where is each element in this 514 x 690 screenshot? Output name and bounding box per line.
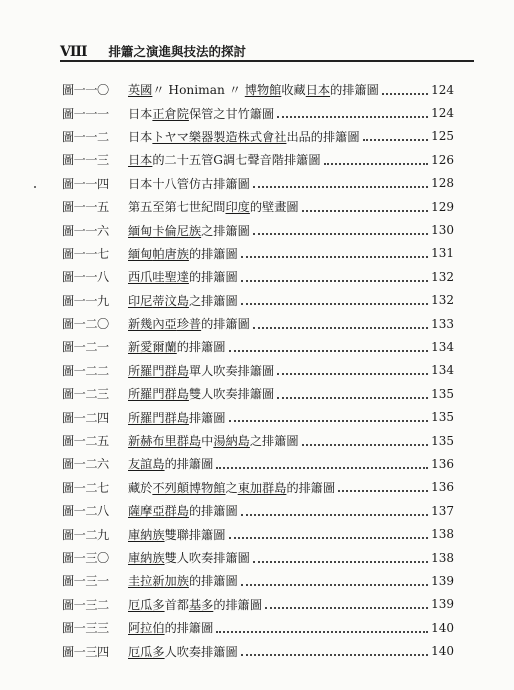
figure-number: 圖一二六 (62, 457, 109, 472)
figure-title (128, 362, 274, 379)
proper-noun-underlined: 所羅門群島 (128, 387, 189, 402)
proper-noun-underlined: 印度 (225, 200, 250, 215)
dot-leader (253, 233, 428, 235)
figure-number: 圖一一四 (62, 176, 109, 191)
figure-list (62, 78, 454, 663)
dot-leader (241, 514, 428, 516)
figure-number: 圖一三四 (62, 644, 109, 659)
figure-number: 圖一一六 (62, 223, 109, 238)
figure-entry (62, 546, 454, 569)
proper-noun-underlined: 不列顛博物館 (152, 480, 226, 495)
figure-title (128, 105, 274, 122)
page-number: VIII (60, 44, 87, 60)
figure-number: 圖一二五 (62, 434, 109, 449)
dot-leader (324, 163, 429, 165)
dot-leader (216, 467, 428, 469)
figure-entry (62, 639, 454, 662)
title-text: 日本 (128, 176, 153, 191)
title-text: 的排簫圖 (201, 317, 250, 332)
title-text: 第五至第七世紀間 (128, 200, 226, 215)
title-text: 的二十五管G調七聲音階排簫圖 (152, 153, 321, 168)
dot-leader (253, 561, 428, 563)
figure-entry (62, 172, 454, 195)
proper-noun-underlined: 友誼島 (128, 457, 165, 472)
title-text: 人吹奏排簫圖 (164, 644, 238, 659)
figure-entry (62, 242, 454, 265)
figure-number: 圖一三一 (62, 574, 109, 589)
page-ref: 133 (431, 316, 454, 331)
page-ref: 139 (431, 597, 454, 612)
page-ref: 134 (431, 339, 454, 354)
figure-title (128, 315, 250, 332)
title-text: 的排簫圖 (188, 574, 238, 589)
title-text: 之排簫圖 (188, 293, 238, 308)
figure-title (128, 643, 238, 660)
figure-title (128, 572, 238, 589)
figure-entry (62, 476, 454, 499)
page-ref: 140 (431, 620, 454, 635)
page-ref: 135 (431, 410, 454, 425)
figure-entry (62, 429, 454, 452)
proper-noun-underlined: 所羅門群島 (128, 410, 189, 425)
page-ref: 124 (431, 82, 454, 97)
page-ref: 126 (431, 152, 454, 167)
page-ref: 140 (431, 644, 454, 659)
page-ref: 137 (431, 503, 454, 518)
proper-noun-underlined: 日本 (128, 153, 153, 168)
title-text: 雙聯排簫圖 (164, 527, 226, 542)
figure-number: 圖一二四 (62, 410, 109, 425)
figure-entry (62, 569, 454, 592)
title-text: 日本 (128, 106, 153, 121)
proper-noun-underlined: 新愛爾蘭 (128, 340, 177, 355)
page-ref: 129 (431, 199, 454, 214)
figure-number: 圖一二二 (62, 363, 109, 378)
page-ref: 135 (431, 386, 454, 401)
figure-title (128, 128, 360, 145)
figure-entry (62, 616, 454, 639)
dot-leader (253, 186, 428, 188)
figure-title (128, 151, 321, 168)
figure-title (128, 526, 226, 543)
dot-leader (253, 327, 428, 329)
title-text: 的排簫圖 (330, 83, 379, 98)
proper-noun-underlined: 卡倫尼族 (152, 223, 202, 238)
figure-entry (62, 312, 454, 335)
figure-entry (62, 125, 454, 148)
figure-number: 圖一二一 (62, 340, 109, 355)
proper-noun-underlined: トヤマ樂器製造株式會社 (152, 129, 287, 144)
figure-number: 圖一三〇 (62, 551, 109, 565)
proper-noun-underlined: 西爪哇 (128, 270, 165, 285)
scan-speck (34, 186, 36, 188)
dot-leader (241, 256, 428, 258)
page-ref: 131 (431, 246, 454, 261)
title-text: 的排簫圖 (164, 457, 214, 472)
title-text: 單人吹奏排簫圖 (188, 363, 275, 378)
figure-entry (62, 218, 454, 241)
dot-leader (216, 631, 428, 633)
proper-noun-underlined: 基多 (188, 597, 214, 612)
figure-title (128, 385, 274, 402)
figure-title (128, 338, 226, 355)
figure-title (128, 292, 238, 309)
page-ref: 134 (431, 363, 454, 378)
proper-noun-underlined: 厄瓜多 (128, 644, 165, 659)
figure-title (128, 409, 226, 426)
figure-number: 圖一一三 (62, 153, 109, 168)
dot-leader (302, 444, 428, 446)
figure-number: 圖一三二 (62, 597, 109, 612)
proper-noun-underlined: 庫納族 (128, 551, 165, 565)
figure-entry (62, 195, 454, 218)
dot-leader (265, 607, 428, 609)
proper-noun-underlined: 湯納島 (213, 434, 250, 449)
figure-title (128, 549, 250, 566)
dot-leader (229, 350, 429, 352)
proper-noun-underlined: 阿拉伯 (128, 621, 165, 636)
title-text: 的排簫圖 (164, 621, 214, 636)
figure-number: 圖一二七 (62, 480, 109, 495)
figure-entry (62, 382, 454, 405)
figure-number: 圖一一七 (62, 246, 109, 261)
title-text: 保管之甘竹簫圖 (188, 106, 275, 121)
title-text: 雙人吹奏排簫圖 (188, 387, 275, 402)
figure-number: 圖一一九 (62, 293, 109, 308)
dot-leader (241, 280, 428, 282)
figure-title (128, 245, 238, 262)
figure-title (128, 479, 335, 496)
figure-entry (62, 335, 454, 358)
figure-number: 圖一一五 (62, 200, 109, 215)
figure-title (128, 619, 213, 636)
title-text: 的排簫圖 (176, 340, 226, 355)
figure-number: 圖一二〇 (62, 317, 109, 332)
figure-title (128, 175, 250, 192)
dot-leader (241, 654, 428, 656)
page-ref: 132 (431, 293, 454, 308)
dot-leader (338, 490, 428, 492)
proper-noun-underlined: 緬甸 (128, 246, 153, 261)
figure-title (128, 455, 213, 472)
page-ref: 139 (431, 573, 454, 588)
figure-entry (62, 522, 454, 545)
dot-leader (229, 537, 429, 539)
proper-noun-underlined: 所羅門群島 (128, 363, 189, 378)
proper-noun-underlined: 緬甸 (128, 223, 153, 238)
title-text: 出品的排簫圖 (286, 129, 360, 144)
page-ref: 132 (431, 269, 454, 284)
proper-noun-underlined: 厄瓜多 (128, 597, 165, 612)
title-text: 雙人吹奏排簫圖 (164, 551, 250, 565)
figure-number: 圖一一八 (62, 270, 109, 285)
dot-leader (277, 373, 428, 375)
title-text: 排簫圖 (188, 410, 226, 425)
title-text: 十八管仿古排簫圖 (152, 176, 250, 191)
dot-leader (277, 397, 428, 399)
figure-entry (62, 452, 454, 475)
figure-number: 圖一一二 (62, 129, 109, 144)
title-text: 之排簫圖 (249, 434, 299, 449)
figure-title (128, 81, 379, 98)
title-text: 的排簫圖 (213, 597, 263, 612)
dot-leader (382, 93, 428, 95)
page-ref: 138 (431, 550, 454, 565)
proper-noun-underlined: 庫納族 (128, 527, 165, 542)
dot-leader (277, 116, 428, 118)
proper-noun-underlined: 新赫布里群島 (128, 434, 202, 449)
proper-noun-underlined: 日本 (305, 83, 331, 98)
title-text: 之排簫圖 (201, 223, 250, 238)
page-ref: 124 (431, 106, 454, 121)
figure-number: 圖一一〇 (62, 83, 109, 98)
title-text: 的排簫圖 (188, 246, 238, 261)
figure-entry (62, 359, 454, 382)
figure-title (128, 432, 299, 449)
figure-title (128, 268, 238, 285)
proper-noun-underlined: 正倉院 (152, 106, 189, 121)
figure-number: 圖一二三 (62, 387, 109, 402)
title-text: 之 (225, 480, 238, 495)
figure-number: 圖一二八 (62, 504, 109, 519)
figure-title (128, 222, 250, 239)
figure-entry (62, 499, 454, 522)
proper-noun-underlined: 帕唐族 (152, 246, 189, 261)
title-text: 的排簫圖 (188, 504, 238, 519)
page-ref: 130 (431, 223, 454, 238)
running-title: 排簫之演進與技法的探討 (108, 44, 247, 59)
title-text: 藏於 (128, 480, 153, 495)
proper-noun-underlined: 圭拉新加族 (128, 574, 189, 589)
title-text: 收藏 (281, 83, 306, 98)
figure-number: 圖一一一 (62, 106, 109, 121)
figure-entry (62, 265, 454, 288)
title-text: 的排簫圖 (188, 270, 238, 285)
figure-title (128, 502, 238, 519)
figure-entry (62, 78, 454, 101)
figure-entry (62, 148, 454, 171)
page-ref: 125 (431, 129, 454, 144)
dot-leader (363, 139, 429, 141)
proper-noun-underlined: 聖達 (164, 270, 189, 285)
figure-title (128, 198, 299, 215)
figure-entry (62, 289, 454, 312)
proper-noun-underlined: 英國 (128, 83, 153, 98)
proper-noun-underlined: 印尼 (128, 293, 153, 308)
proper-noun-underlined: 博物館 (244, 83, 282, 98)
figure-number: 圖一二九 (62, 527, 109, 542)
proper-noun-underlined: 蒂汶島 (152, 293, 189, 308)
page-ref: 136 (431, 456, 454, 471)
figure-entry (62, 101, 454, 124)
title-text: 中 (201, 434, 214, 449)
proper-noun-underlined: 東加群島 (237, 480, 287, 495)
figure-entry (62, 405, 454, 428)
title-text: 的壁畫圖 (249, 200, 299, 215)
dot-leader (241, 584, 428, 586)
proper-noun-underlined: 薩摩亞群島 (128, 504, 189, 519)
page-header (60, 38, 474, 62)
page-ref: 128 (431, 176, 454, 191)
dot-leader (241, 303, 428, 305)
title-text: 日本 (128, 129, 153, 144)
page-ref: 136 (431, 480, 454, 495)
page-ref: 138 (431, 527, 454, 542)
proper-noun-underlined: 珍普 (176, 317, 202, 332)
proper-noun-underlined: 新幾內亞 (128, 317, 177, 332)
title-text: 的排簫圖 (286, 480, 336, 495)
page-ref: 135 (431, 433, 454, 448)
dot-leader (302, 210, 428, 212)
title-text: 首都 (164, 597, 189, 612)
figure-entry (62, 593, 454, 616)
dot-leader (229, 420, 429, 422)
figure-number: 圖一三三 (62, 621, 109, 636)
figure-title (128, 596, 262, 613)
title-text: 〃 Honiman 〃 (152, 83, 245, 98)
